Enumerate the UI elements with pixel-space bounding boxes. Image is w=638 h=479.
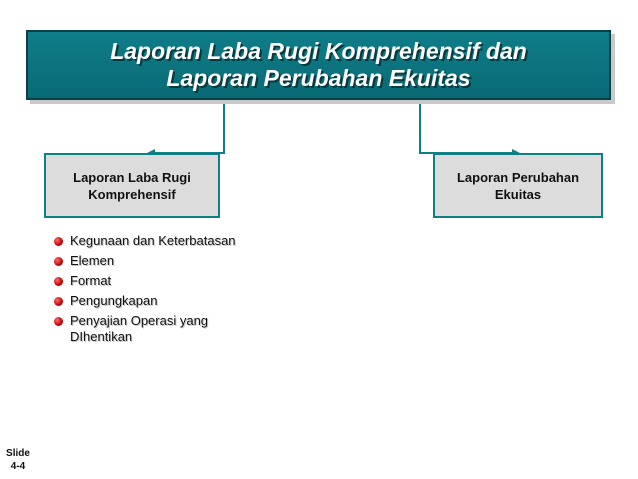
bullet-icon: [54, 317, 63, 326]
bullet-text: Kegunaan dan Keterbatasan: [70, 233, 236, 248]
bullet-list: [54, 233, 254, 349]
bullet-icon: [54, 257, 63, 266]
bullet-icon: [54, 297, 63, 306]
list-item: [54, 233, 254, 249]
slide-label-line-1: Slide: [6, 448, 30, 459]
list-item: [54, 293, 254, 309]
bullet-text: Penyajian Operasi yang DIhentikan: [70, 313, 209, 344]
bullet-icon: [54, 237, 63, 246]
bullet-text: Pengungkapan: [70, 293, 158, 308]
box-laporan-perubahan-ekuitas: [433, 153, 603, 218]
slide-label-line-2: 4-4: [10, 461, 26, 472]
slide-title: [110, 38, 527, 92]
slide-number: [2, 447, 34, 473]
title-line-2: Laporan Perubahan Ekuitas: [166, 65, 471, 91]
list-item: [54, 313, 254, 345]
list-item: [54, 273, 254, 289]
bullet-text: Format: [70, 273, 112, 288]
bullet-icon: [54, 277, 63, 286]
box-left-line-2: Komprehensif: [88, 186, 176, 202]
box-left-line-1: Laporan Laba Rugi: [73, 169, 191, 185]
title-banner: [26, 30, 611, 100]
list-item: [54, 253, 254, 269]
box-laporan-laba-rugi: [44, 153, 220, 218]
box-right-line-1: Laporan Perubahan: [456, 169, 580, 185]
bullet-text: Elemen: [70, 253, 115, 268]
box-right-line-2: Ekuitas: [494, 186, 542, 202]
title-line-1: Laporan Laba Rugi Komprehensif dan: [110, 38, 527, 64]
